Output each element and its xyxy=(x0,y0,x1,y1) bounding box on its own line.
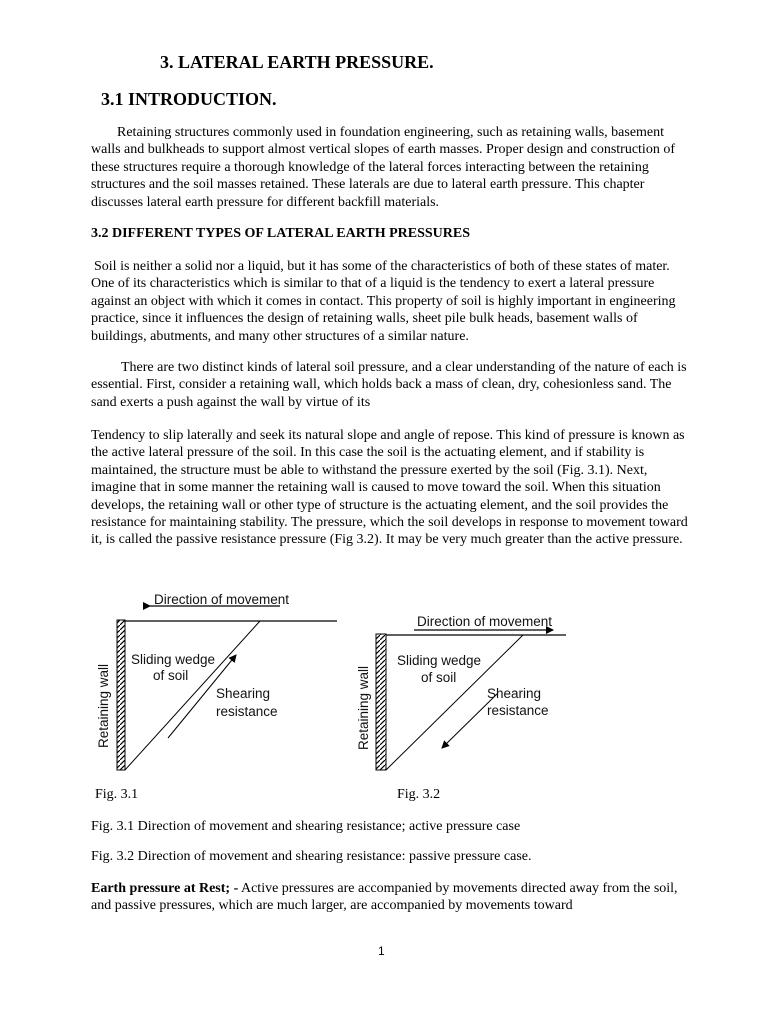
fig1-shear-label-1: Shearing xyxy=(216,686,271,701)
fig1-direction-label: Direction of movement xyxy=(154,592,290,607)
paragraph-3-text: There are two distinct kinds of lateral soil pressure, and a clear understanding of the nature of each is essential. First, consider a retaining wall, which holds back a mass of clean, dry, cohesionless sand. The sand exerts a push against the wall by virtue of its xyxy=(91,360,687,410)
fig2-wedge-label-1: Sliding wedge xyxy=(397,653,482,668)
fig2-shear-label-2: resistance xyxy=(487,703,549,718)
caption-fig-3-2: Fig. 3.2 Direction of movement and shearing resistance: passive pressure case. xyxy=(91,849,532,864)
caption-fig-3-1: Fig. 3.1 Direction of movement and shearing resistance; active pressure case xyxy=(91,819,521,834)
paragraph-2-text: Soil is neither a solid nor a liquid, but it has some of the characteristics of both of these states of mater. One of its characteristics which is similar to that of a liquid is the tendency to exert a lateral pressure against an object with which it comes in contact. This property of soil is highly important in engineering practice, since it influences the design of retaining walls, sheet pile bulk heads, basement walls of buildings, abutments, and many other structures of a similar nature. xyxy=(91,259,676,344)
fig2-shear-label-1: Shearing xyxy=(487,686,542,701)
retaining-wall-hatch xyxy=(376,634,386,770)
fig2-wedge-label-2: of soil xyxy=(421,670,457,685)
chapter-heading: 3. LATERAL EARTH PRESSURE. xyxy=(160,52,434,72)
section-heading: 3.2 DIFFERENT TYPES OF LATERAL EARTH PRESSURES xyxy=(91,226,471,241)
paragraph-2 xyxy=(91,258,691,345)
figure-3-1 xyxy=(96,592,337,770)
fig-3-1-label: Fig. 3.1 xyxy=(95,787,139,802)
fig1-shear-label-2: resistance xyxy=(216,704,278,719)
intro-heading: 3.1 INTRODUCTION. xyxy=(101,89,277,109)
intro-paragraph xyxy=(91,124,691,211)
figure-3-2 xyxy=(356,614,566,770)
rest-lead: Earth pressure at Rest; - xyxy=(91,881,239,896)
intro-paragraph-text: Retaining structures commonly used in foundation engineering, such as retaining walls, basement walls and bulkheads to support almost vertical slopes of earth masses. Proper design and construction of these structures require a thorough knowledge of the lateral forces interacting between the retaining structures and the soil masses retained. These laterals are due to lateral earth pressure. This chapter discusses lateral earth pressure for different backfill materials. xyxy=(91,125,675,210)
paragraph-4-text: Tendency to slip laterally and seek its natural slope and angle of repose. This kind of pressure is known as the active lateral pressure of the soil. In this case the soil is the actuating element, and if stability is maintained, the structure must be able to withstand the pressure exerted by the soil (Fig. 3.1). Next, imagine that in some manner the retaining wall is caused to move toward the soil. When this situation develops, the retaining wall or other type of structure is the actuating element, and the soil provides the resistance for maintaining stability. The pressure, which the soil develops in response to movement toward it, is called the passive resistance pressure (Fig 3.2). It may be very much greater than the active pressure. xyxy=(91,428,688,548)
page-number: 1 xyxy=(378,944,385,958)
paragraph-3 xyxy=(91,359,691,411)
rest-text: Active pressures are accompanied by movements directed away from the soil, and passive pressures, which are much larger, are accompanied by movements toward xyxy=(91,881,678,914)
fig2-wall-label: Retaining wall xyxy=(356,665,371,750)
fig2-direction-label: Direction of movement xyxy=(417,614,553,629)
fig1-wedge-label-1: Sliding wedge xyxy=(131,652,216,667)
rest-paragraph xyxy=(91,880,691,915)
fig-3-2-label: Fig. 3.2 xyxy=(397,787,441,802)
shear-arrow-icon xyxy=(442,693,498,748)
paragraph-4 xyxy=(91,427,691,549)
fig1-wall-label: Retaining wall xyxy=(96,663,111,748)
fig1-wedge-label-2: of soil xyxy=(153,668,189,683)
retaining-wall-hatch xyxy=(117,620,125,770)
figures-area xyxy=(0,580,768,780)
